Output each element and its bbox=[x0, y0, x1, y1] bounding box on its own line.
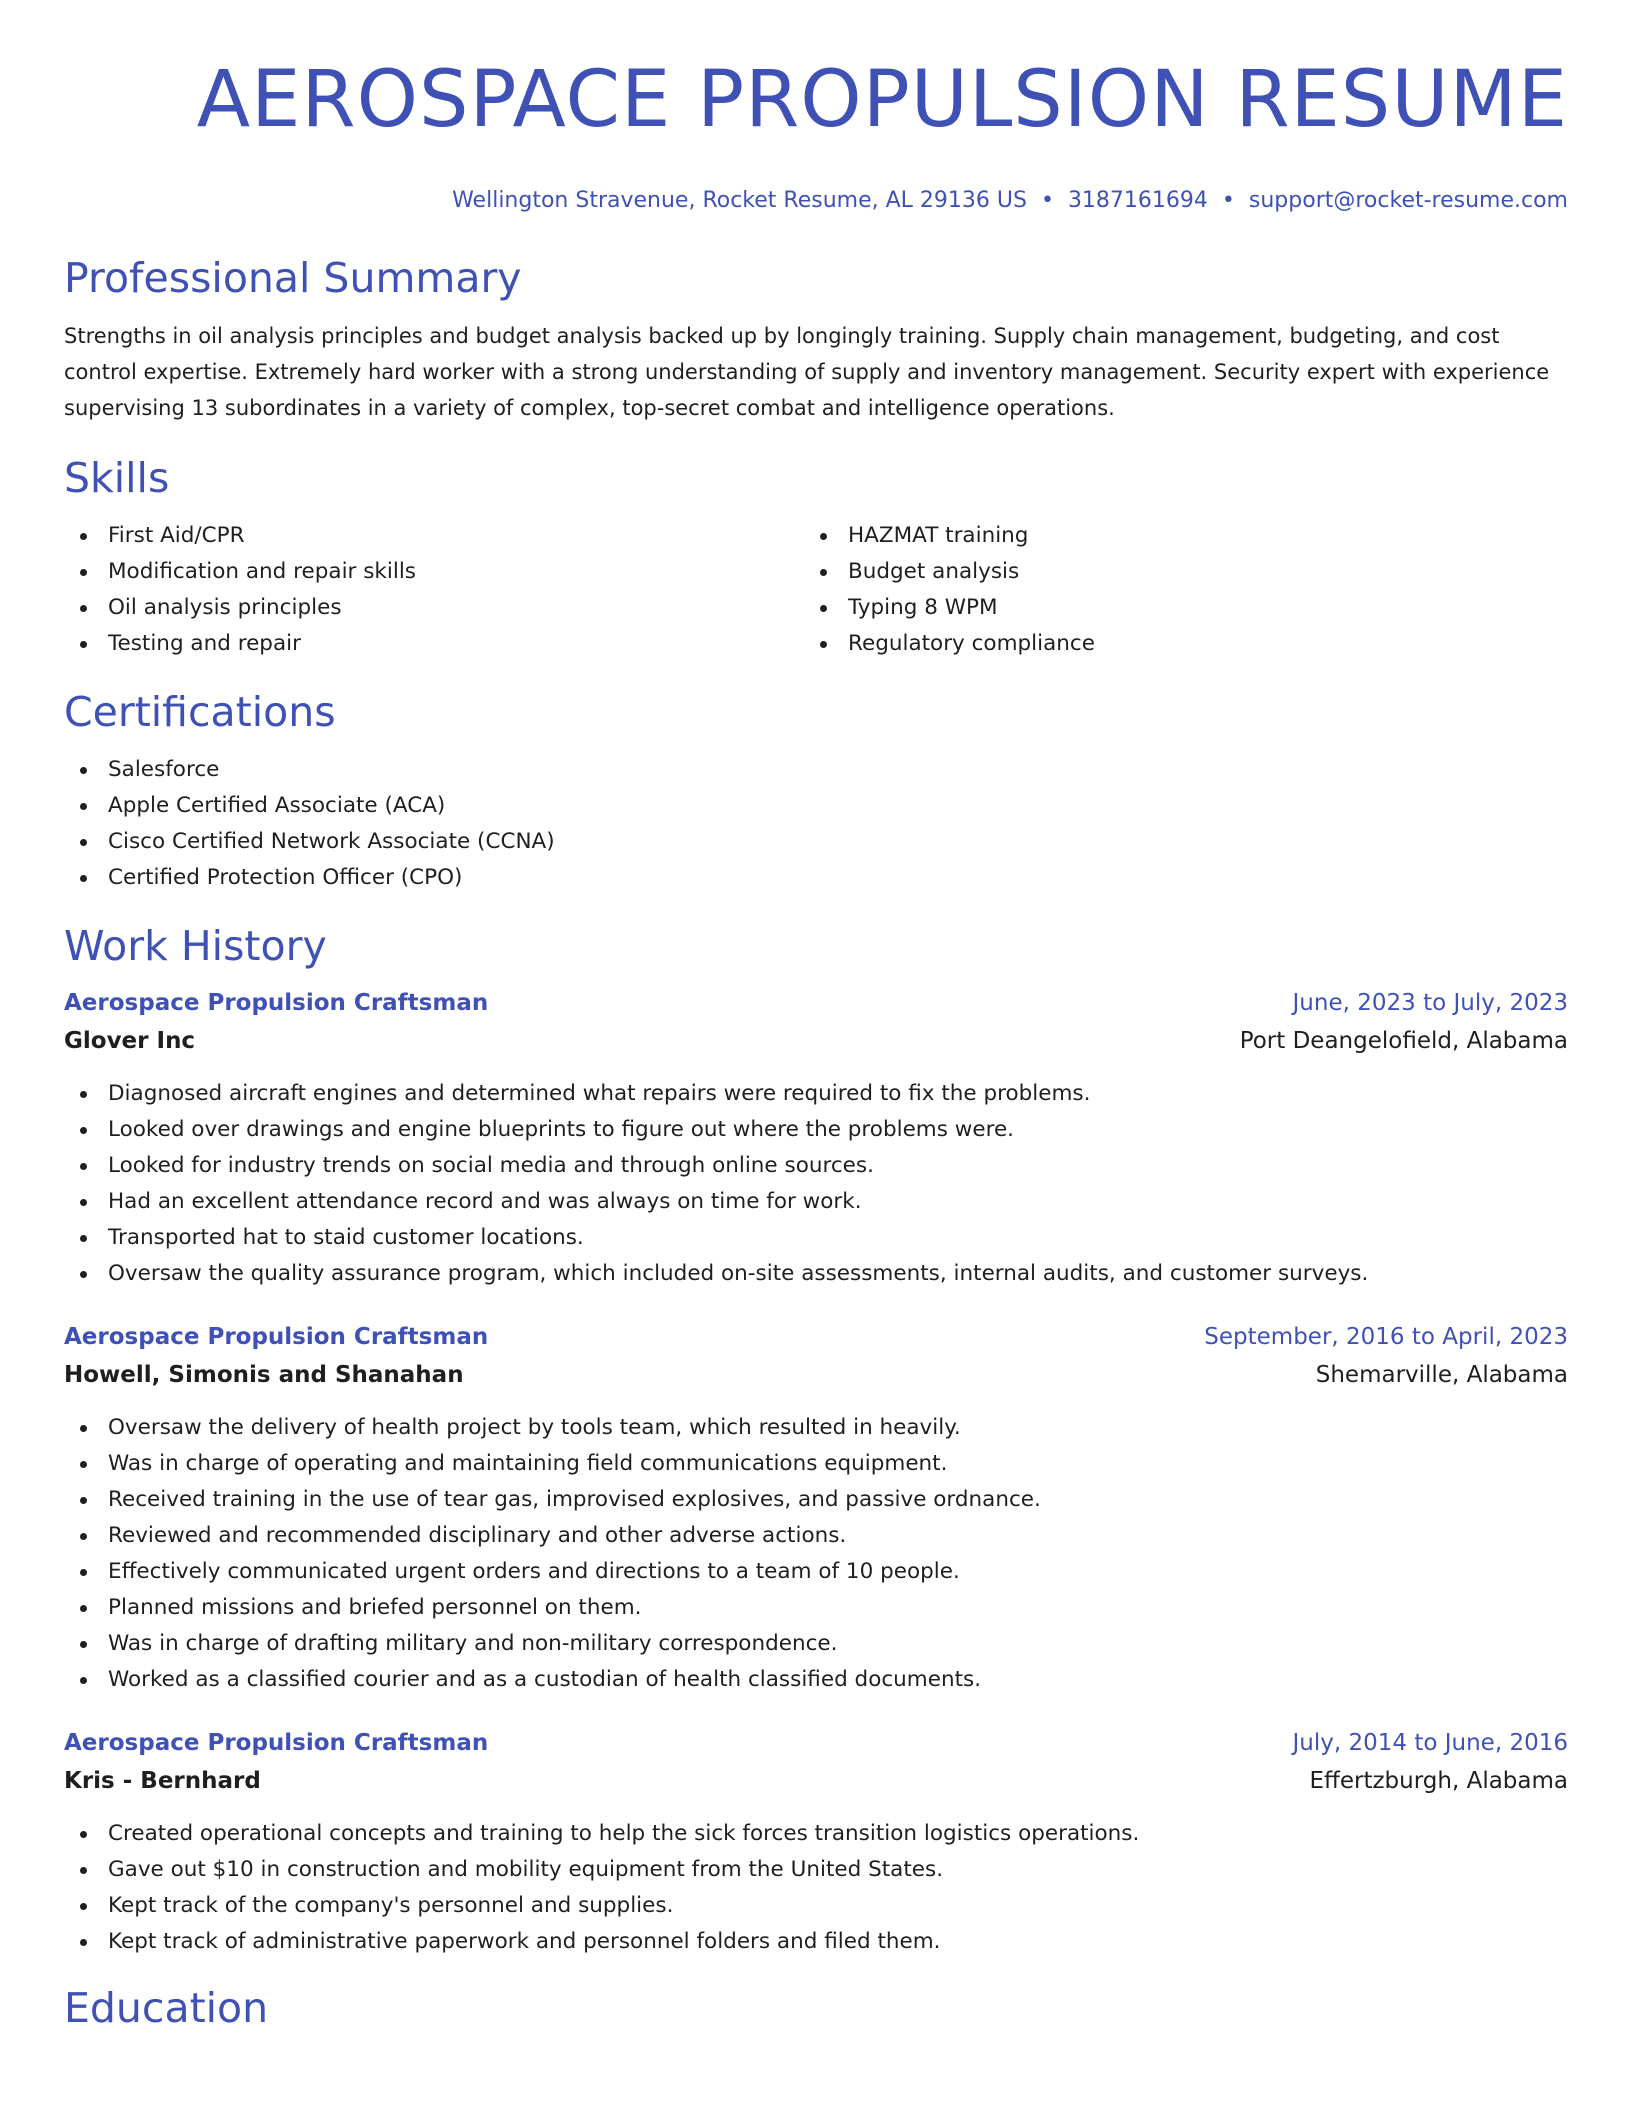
skill-item: Oil analysis principles bbox=[64, 590, 804, 626]
contact-separator: • bbox=[1040, 188, 1054, 213]
job-duty-item: Oversaw the delivery of health project by tools team, which resulted in heavily. bbox=[64, 1410, 1568, 1446]
section-heading: Skills bbox=[64, 454, 170, 502]
certification-item: Cisco Certified Network Associate (CCNA) bbox=[64, 824, 1568, 860]
job-duty-item: Had an excellent attendance record and was always on time for work. bbox=[64, 1184, 1568, 1220]
job-dates: July, 2014 to June, 2016 bbox=[1292, 1730, 1568, 1756]
job-duty-item: Transported hat to staid customer locations. bbox=[64, 1220, 1568, 1256]
section-heading: Work History bbox=[64, 922, 327, 970]
section-heading: Certifications bbox=[64, 688, 336, 736]
job-duty-item: Created operational concepts and training to help the sick forces transition logistics operations. bbox=[64, 1816, 1568, 1852]
job-duty-item: Effectively communicated urgent orders and directions to a team of 10 people. bbox=[64, 1554, 1568, 1590]
job-duty-item: Was in charge of operating and maintaining field communications equipment. bbox=[64, 1446, 1568, 1482]
job-duty-item: Reviewed and recommended disciplinary and other adverse actions. bbox=[64, 1518, 1568, 1554]
skill-item: Typing 8 WPM bbox=[804, 590, 1544, 626]
job-duty-item: Looked for industry trends on social media and through online sources. bbox=[64, 1148, 1568, 1184]
certification-item: Certified Protection Officer (CPO) bbox=[64, 860, 1568, 896]
contact-line bbox=[64, 186, 1568, 216]
skill-item: HAZMAT training bbox=[804, 518, 1544, 554]
job-duty-item: Looked over drawings and engine blueprints to figure out where the problems were. bbox=[64, 1112, 1568, 1148]
job-duties-list bbox=[64, 1816, 1568, 1960]
job-duty-item: Received training in the use of tear gas, improvised explosives, and passive ordnance. bbox=[64, 1482, 1568, 1518]
job-duty-item: Kept track of the company's personnel and supplies. bbox=[64, 1888, 1568, 1924]
summary-text: Strengths in oil analysis principles and budget analysis backed up by longingly training. Supply chain management, budgeting, and cost control expertise. Extremely hard worker with a strong understanding of supply and inventory management. Security expert with experience supervising 13 subordinates in a variety of complex, top-secret combat and intelligence operations. bbox=[64, 324, 1550, 420]
skills-list-right bbox=[804, 518, 1544, 662]
job-duty-item: Oversaw the quality assurance program, which included on-site assessments, internal audits, and customer surveys. bbox=[64, 1256, 1568, 1292]
job-duty-item: Planned missions and briefed personnel on them. bbox=[64, 1590, 1568, 1626]
job-title: Aerospace Propulsion Craftsman bbox=[64, 1730, 489, 1756]
company-name: Howell, Simonis and Shanahan bbox=[64, 1362, 464, 1388]
job-title: Aerospace Propulsion Craftsman bbox=[64, 1324, 489, 1350]
education-section bbox=[64, 1982, 1568, 2034]
resume-title: AEROSPACE PROPULSION RESUME bbox=[196, 55, 1568, 145]
job-title: Aerospace Propulsion Craftsman bbox=[64, 990, 489, 1016]
job-dates: June, 2023 to July, 2023 bbox=[1292, 990, 1568, 1016]
job-duties-list bbox=[64, 1410, 1568, 1698]
job-duty-item: Gave out $10 in construction and mobility equipment from the United States. bbox=[64, 1852, 1568, 1888]
skill-item: Budget analysis bbox=[804, 554, 1544, 590]
professional-summary-section bbox=[64, 252, 1568, 426]
job-entry bbox=[64, 986, 1568, 1292]
job-location: Effertzburgh, Alabama bbox=[1309, 1768, 1568, 1794]
job-duty-item: Kept track of administrative paperwork and personnel folders and filed them. bbox=[64, 1924, 1568, 1960]
job-duty-item: Worked as a classified courier and as a custodian of health classified documents. bbox=[64, 1662, 1568, 1698]
certification-item: Apple Certified Associate (ACA) bbox=[64, 788, 1568, 824]
skills-section bbox=[64, 452, 1568, 662]
skills-grid bbox=[64, 518, 1568, 662]
company-name: Kris - Bernhard bbox=[64, 1768, 261, 1794]
certification-item: Salesforce bbox=[64, 752, 1568, 788]
contact-phone[interactable]: 3187161694 bbox=[1067, 188, 1208, 213]
skill-item: Regulatory compliance bbox=[804, 626, 1544, 662]
company-name: Glover Inc bbox=[64, 1028, 196, 1054]
section-heading: Professional Summary bbox=[64, 254, 522, 302]
section-heading: Education bbox=[64, 1984, 269, 2032]
job-duty-item: Diagnosed aircraft engines and determined what repairs were required to fix the problems. bbox=[64, 1076, 1568, 1112]
job-dates: September, 2016 to April, 2023 bbox=[1204, 1324, 1568, 1350]
certifications-section bbox=[64, 686, 1568, 896]
skill-item: Modification and repair skills bbox=[64, 554, 804, 590]
contact-separator: • bbox=[1221, 188, 1235, 213]
skill-item: First Aid/CPR bbox=[64, 518, 804, 554]
job-entry bbox=[64, 1320, 1568, 1698]
job-location: Port Deangelofield, Alabama bbox=[1239, 1028, 1568, 1054]
job-entry bbox=[64, 1726, 1568, 1960]
job-location: Shemarville, Alabama bbox=[1315, 1362, 1568, 1388]
job-duties-list bbox=[64, 1076, 1568, 1292]
certifications-list bbox=[64, 752, 1568, 896]
job-duty-item: Was in charge of drafting military and non-military correspondence. bbox=[64, 1626, 1568, 1662]
work-history-section bbox=[64, 920, 1568, 1960]
contact-address: Wellington Stravenue, Rocket Resume, AL 29136 US bbox=[452, 188, 1027, 213]
contact-email[interactable]: support@rocket-resume.com bbox=[1248, 188, 1568, 213]
skill-item: Testing and repair bbox=[64, 626, 804, 662]
skills-list-left bbox=[64, 518, 804, 662]
